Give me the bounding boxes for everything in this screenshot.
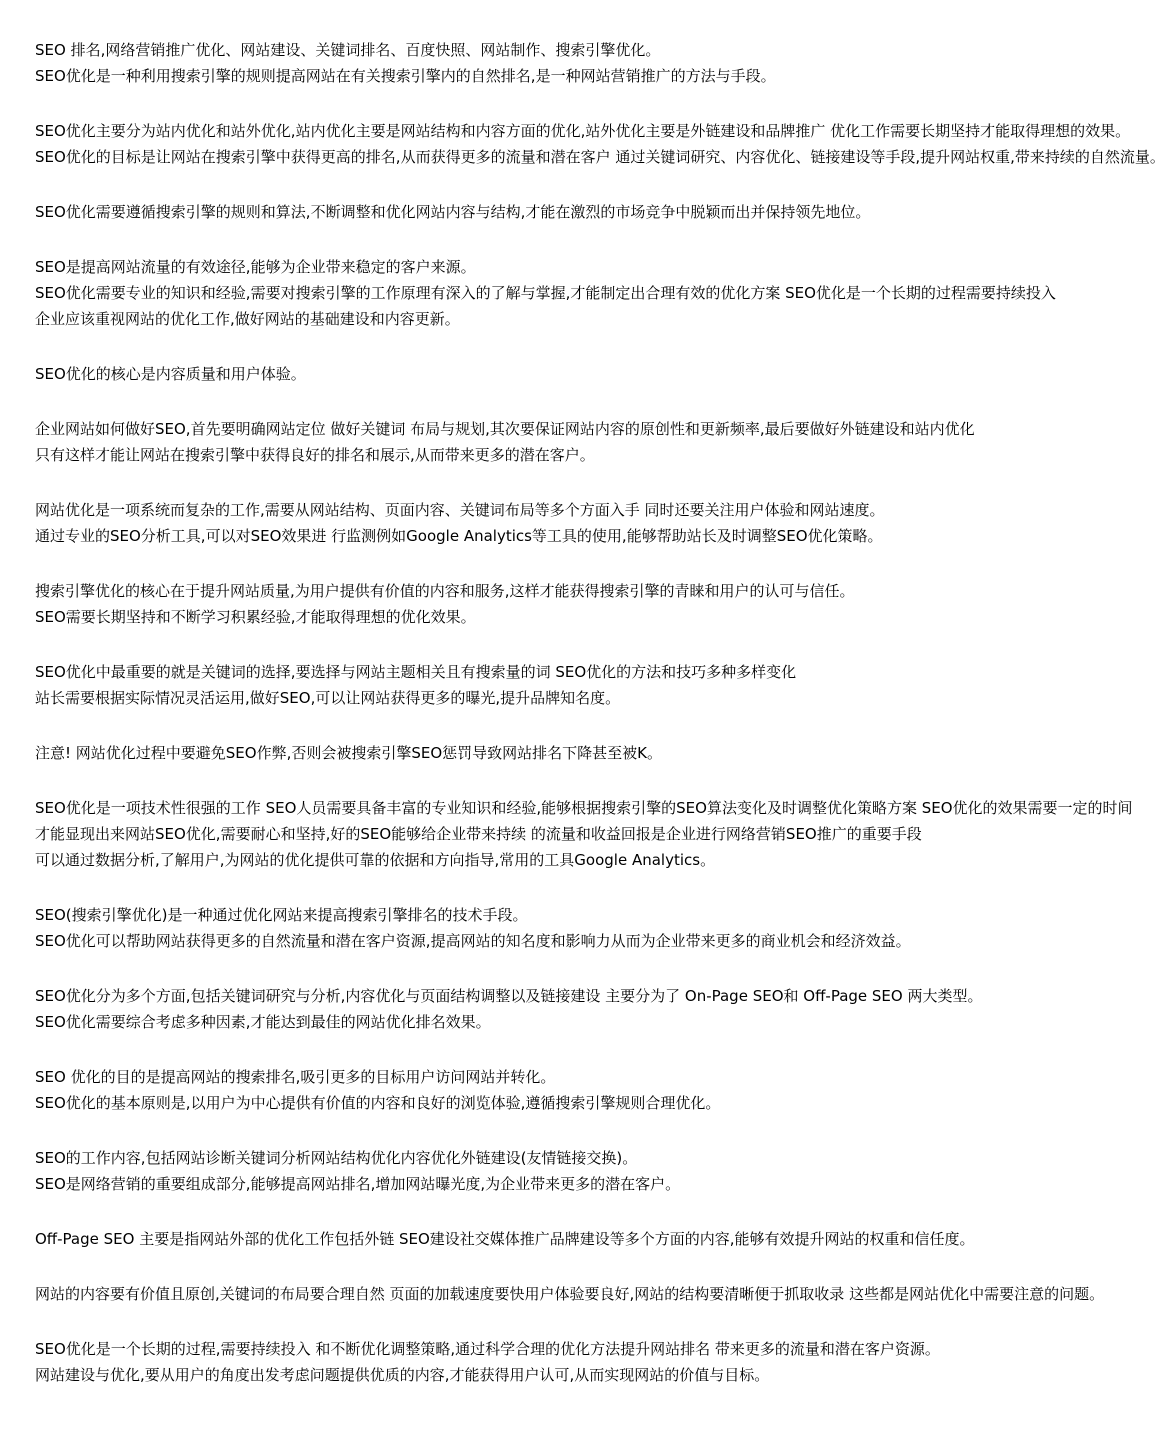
text-line: 通过专业的SEO分析工具,可以对SEO效果进 行监测例如Google Analytics等工具的使用,能够帮助站长及时调整SEO优化策略。 [35,527,883,545]
text-line: 注意! 网站优化过程中要避免SEO作弊,否则会被搜索引擎SEO惩罚导致网站排名下降甚至被K。 [35,744,663,762]
text-line: 只有这样才能让网站在搜索引擎中获得良好的排名和展示,从而带来更多的潜在客户。 [35,446,595,464]
paragraph [35,497,995,549]
text-line: SEO需要长期坚持和不断学习积累经验,才能取得理想的优化效果。 [35,608,476,626]
paragraph [35,199,995,225]
text-line: SEO优化是一个长期的过程,需要持续投入 和不断优化调整策略,通过科学合理的优化方法提升网站排名 带来更多的流量和潜在客户资源。 [35,1340,940,1358]
text-line: 搜索引擎优化的核心在于提升网站质量,为用户提供有价值的内容和服务,这样才能获得搜索引擎的青睐和用户的认可与信任。 [35,582,855,600]
paragraph [35,1064,995,1116]
text-line: SEO的工作内容,包括网站诊断关键词分析网站结构优化内容优化外链建设(友情链接交换)。 [35,1149,638,1167]
paragraph [35,1281,1105,1307]
text-line: 网站优化是一项系统而复杂的工作,需要从网站结构、页面内容、关键词布局等多个方面入手 同时还要关注用户体验和网站速度。 [35,501,885,519]
text-line: SEO优化的核心是内容质量和用户体验。 [35,365,306,383]
text-line: SEO优化可以帮助网站获得更多的自然流量和潜在客户资源,提高网站的知名度和影响力从而为企业带来更多的商业机会和经济效益。 [35,932,911,950]
paragraph [35,795,1133,873]
text-line: SEO(搜索引擎优化)是一种通过优化网站来提高搜索引擎排名的技术手段。 [35,906,528,924]
paragraph [35,659,995,711]
text-line: SEO是网络营销的重要组成部分,能够提高网站排名,增加网站曝光度,为企业带来更多的潜在客户。 [35,1175,681,1193]
paragraph [35,578,995,630]
text-line: SEO是提高网站流量的有效途径,能够为企业带来稳定的客户来源。 [35,258,476,276]
text-line: SEO 优化的目的是提高网站的搜索排名,吸引更多的目标用户访问网站并转化。 [35,1068,556,1086]
paragraph [35,118,1165,170]
paragraph [35,1336,995,1388]
paragraph [35,37,995,89]
paragraph [35,361,995,387]
text-line: SEO优化是一项技术性很强的工作 SEO人员需要具备丰富的专业知识和经验,能够根据搜索引擎的SEO算法变化及时调整优化策略方案 SEO优化的效果需要一定的时间 [35,799,1133,817]
text-line: SEO优化主要分为站内优化和站外优化,站内优化主要是网站结构和内容方面的优化,站外优化主要是外链建设和品牌推广 优化工作需要长期坚持才能取得理想的效果。 [35,122,1131,140]
text-line: SEO 排名,网络营销推广优化、网站建设、关键词排名、百度快照、网站制作、搜索引擎优化。 [35,41,661,59]
text-line: 网站的内容要有价值且原创,关键词的布局要合理自然 页面的加载速度要快用户体验要良好,网站的结构要清晰便于抓取收录 这些都是网站优化中需要注意的问题。 [35,1285,1105,1303]
text-line: SEO优化的目标是让网站在搜索引擎中获得更高的排名,从而获得更多的流量和潜在客户 通过关键词研究、内容优化、链接建设等手段,提升网站权重,带来持续的自然流量。 [35,148,1165,166]
text-line: 可以通过数据分析,了解用户,为网站的优化提供可靠的依据和方向指导,常用的工具Google Analytics。 [35,851,716,869]
text-line: 网站建设与优化,要从用户的角度出发考虑问题提供优质的内容,才能获得用户认可,从而实现网站的价值与目标。 [35,1366,770,1384]
text-line: 企业应该重视网站的优化工作,做好网站的基础建设和内容更新。 [35,310,460,328]
text-line: SEO优化需要综合考虑多种因素,才能达到最佳的网站优化排名效果。 [35,1013,491,1031]
paragraph [35,740,995,766]
text-line: 站长需要根据实际情况灵活运用,做好SEO,可以让网站获得更多的曝光,提升品牌知名度。 [35,689,621,707]
paragraph [35,983,995,1035]
text-line: SEO优化的基本原则是,以用户为中心提供有价值的内容和良好的浏览体验,遵循搜索引擎规则合理优化。 [35,1094,721,1112]
text-line: SEO优化分为多个方面,包括关键词研究与分析,内容优化与页面结构调整以及链接建设 主要分为了 On-Page SEO和 Off-Page SEO 两大类型。 [35,987,983,1005]
paragraph [35,416,995,468]
text-line: SEO优化需要专业的知识和经验,需要对搜索引擎的工作原理有深入的了解与掌握,才能制定出合理有效的优化方案 SEO优化是一个长期的过程需要持续投入 [35,284,1056,302]
text-line: Off-Page SEO 主要是指网站外部的优化工作包括外链 SEO建设社交媒体推广品牌建设等多个方面的内容,能够有效提升网站的权重和信任度。 [35,1230,975,1248]
text-line: SEO优化需要遵循搜索引擎的规则和算法,不断调整和优化网站内容与结构,才能在激烈的市场竞争中脱颖而出并保持领先地位。 [35,203,871,221]
paragraph [35,254,1056,332]
paragraph [35,1145,995,1197]
paragraph [35,902,995,954]
text-line: 才能显现出来网站SEO优化,需要耐心和坚持,好的SEO能够给企业带来持续 的流量和收益回报是企业进行网络营销SEO推广的重要手段 [35,825,922,843]
document-body [35,37,1165,1388]
text-line: SEO优化中最重要的就是关键词的选择,要选择与网站主题相关且有搜索量的词 SEO优化的方法和技巧多种多样变化 [35,663,797,681]
paragraph [35,1226,995,1252]
text-line: 企业网站如何做好SEO,首先要明确网站定位 做好关键词 布局与规划,其次要保证网站内容的原创性和更新频率,最后要做好外链建设和站内优化 [35,420,975,438]
text-line: SEO优化是一种利用搜索引擎的规则提高网站在有关搜索引擎内的自然排名,是一种网站营销推广的方法与手段。 [35,67,776,85]
